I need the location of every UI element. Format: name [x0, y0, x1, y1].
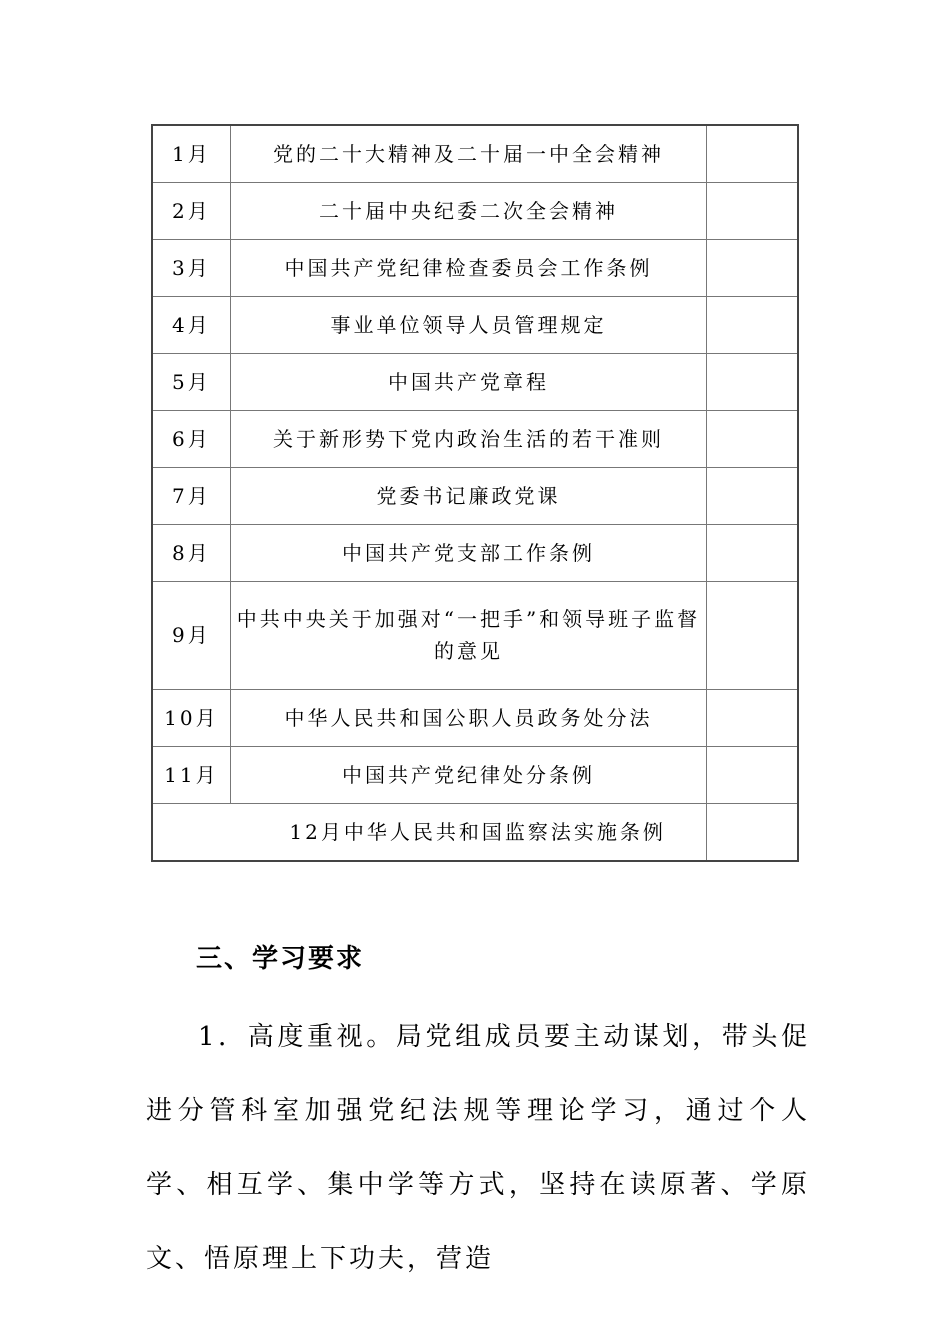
table-row: [152, 524, 798, 581]
note-cell: [707, 467, 798, 524]
note-cell: [707, 296, 798, 353]
note-cell: [707, 239, 798, 296]
month-cell: 1月: [152, 125, 230, 182]
note-cell: [707, 524, 798, 581]
table-row: [152, 296, 798, 353]
content-cell: 中国共产党章程: [230, 353, 706, 410]
table-row: [152, 689, 798, 746]
table-row: [152, 467, 798, 524]
month-cell: 9月: [152, 581, 230, 689]
note-cell: [707, 803, 798, 861]
section-heading: 三、学习要求: [196, 944, 365, 974]
content-cell: 中国共产党纪律检查委员会工作条例: [230, 239, 706, 296]
month-cell: 5月: [152, 353, 230, 410]
table-row: [152, 125, 798, 182]
table-row: [152, 239, 798, 296]
content-cell: 党委书记廉政党课: [230, 467, 706, 524]
table-row: [152, 353, 798, 410]
content-cell: 中国共产党支部工作条例: [230, 524, 706, 581]
note-cell: [707, 182, 798, 239]
month-cell: 11月: [152, 746, 230, 803]
merged-content-cell: 12月中华人民共和国监察法实施条例: [152, 803, 707, 861]
month-cell: 6月: [152, 410, 230, 467]
content-cell: 事业单位领导人员管理规定: [230, 296, 706, 353]
note-cell: [707, 125, 798, 182]
content-cell: 二十届中央纪委二次全会精神: [230, 182, 706, 239]
note-cell: [707, 581, 798, 689]
content-cell: 中华人民共和国公职人员政务处分法: [230, 689, 706, 746]
content-cell: 关于新形势下党内政治生活的若干准则: [230, 410, 706, 467]
month-cell: 8月: [152, 524, 230, 581]
note-cell: [707, 353, 798, 410]
table-row: [152, 581, 798, 689]
month-cell: 2月: [152, 182, 230, 239]
month-cell: 4月: [152, 296, 230, 353]
content-cell: 中共中央关于加强对“一把手”和领导班子监督的意见: [230, 581, 706, 689]
note-cell: [707, 689, 798, 746]
table-row: [152, 803, 798, 861]
table-row: [152, 746, 798, 803]
study-schedule-table: [151, 124, 799, 862]
table-row: [152, 410, 798, 467]
body-paragraph: 1．高度重视。局党组成员要主动谋划，带头促进分管科室加强党纪法规等理论学习，通过个人学、相互学、集中学等方式，坚持在读原著、学原文、悟原理上下功夫，营造: [146, 1022, 810, 1274]
month-cell: 7月: [152, 467, 230, 524]
content-cell: 党的二十大精神及二十届一中全会精神: [230, 125, 706, 182]
table-row: [152, 182, 798, 239]
month-cell: 3月: [152, 239, 230, 296]
month-cell: 10月: [152, 689, 230, 746]
content-cell: 中国共产党纪律处分条例: [230, 746, 706, 803]
note-cell: [707, 746, 798, 803]
note-cell: [707, 410, 798, 467]
